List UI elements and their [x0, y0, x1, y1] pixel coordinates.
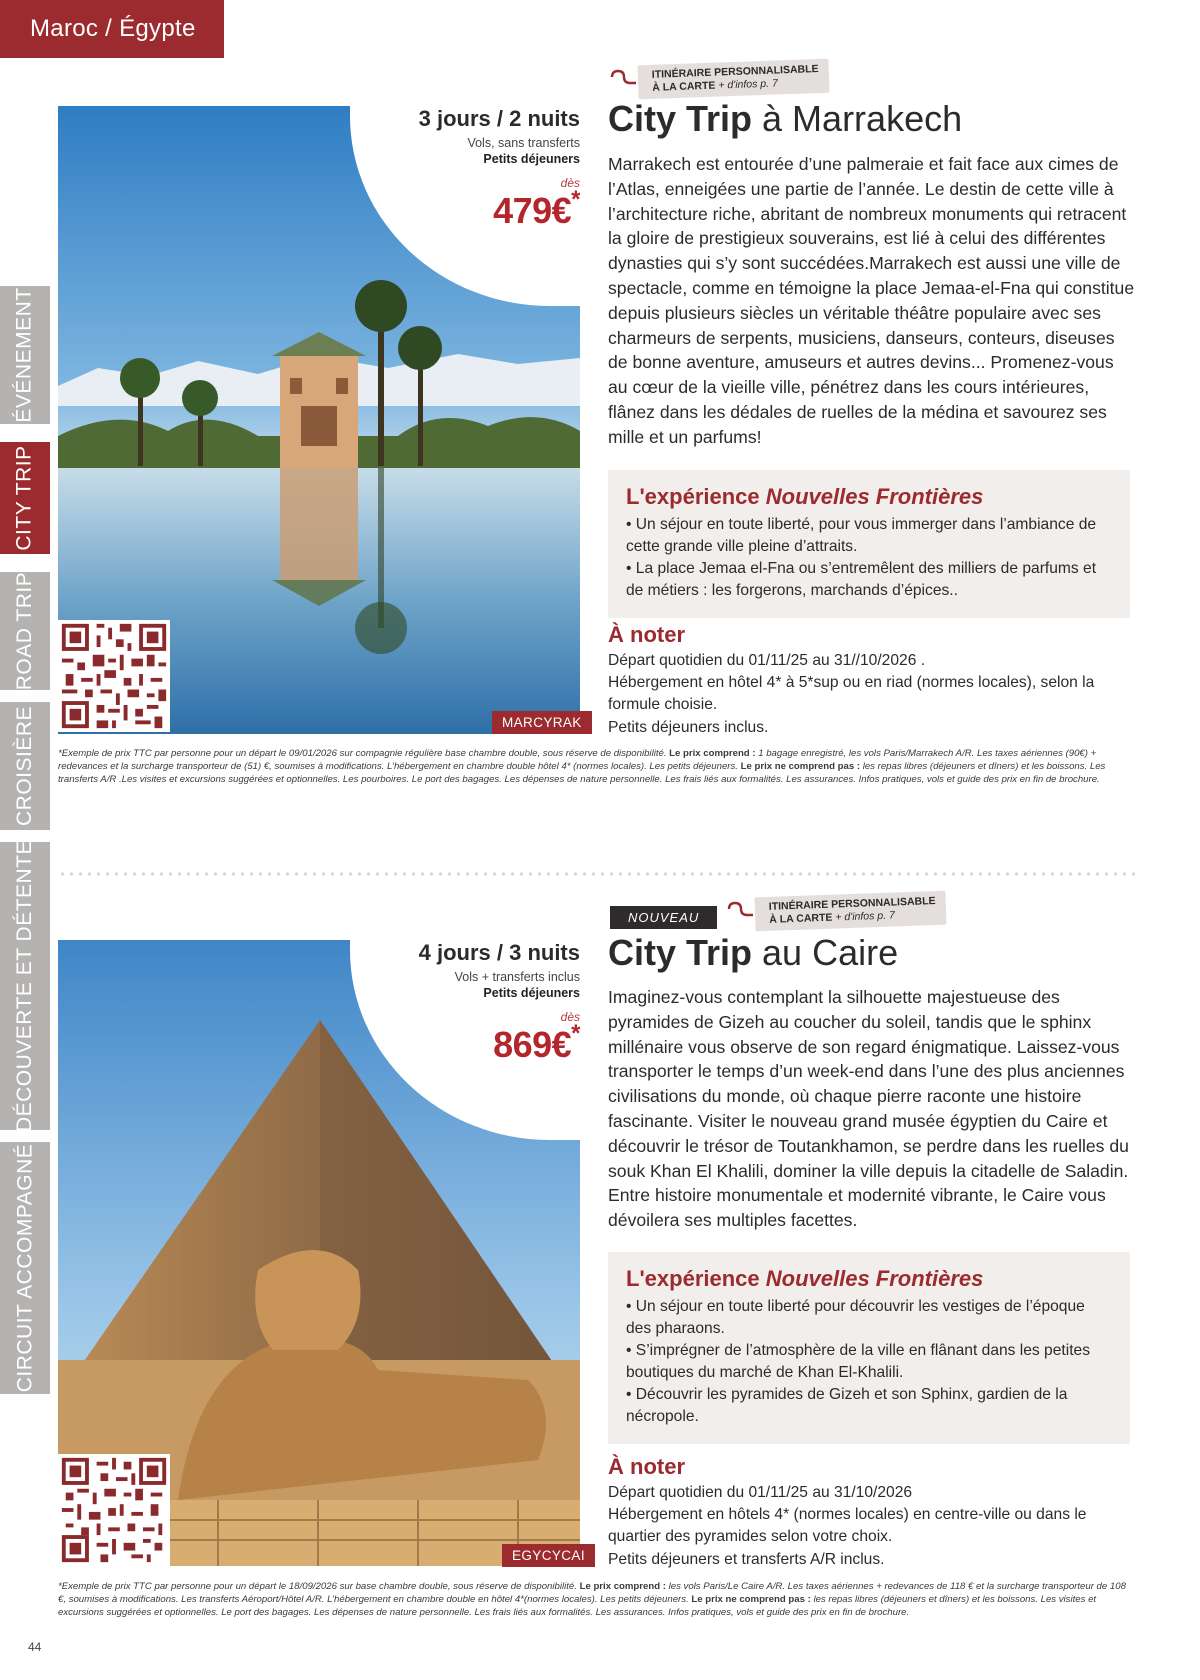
duration: 4 jours / 3 nuits [418, 940, 580, 965]
offer-description: Imaginez-vous contemplant la silhouette majestueuse des pyramides de Gizeh au coucher du soleil, tandis que le sphinx millénaire vous observe de son regard énigmatique. Laissez-vous transporter le temps d’un week-end dans l’une des plus anciennes civilisations du monde, où chaque pierre raconte une histoire fascinante. Visiter le nouveau grand musée égyptien du Caire et découvrir le trésor de Toutankhamon, se perdre dans les ruelles du souk Khan El Khalili, dominer la ville depuis la citadelle de Saladin. Entre histoire monumentale et modernité vibrante, le Caire vous dévoilera ses multiples facettes. [608, 987, 1129, 1231]
meals-info: Petits déjeuners [483, 986, 580, 1000]
paperclip-icon [608, 65, 638, 93]
note-line: Hébergement en hôtel 4* à 5*sup ou en riad (normes locales), selon la formule choisie. [608, 674, 1095, 714]
side-tabs [0, 286, 50, 1394]
qr-code[interactable] [58, 1454, 170, 1566]
tab-decouverte-detente[interactable]: DÉCOUVERTE ET DÉTENTE [0, 842, 50, 1130]
note-block [608, 1454, 1138, 1571]
note-line: Départ quotidien du 01/11/25 au 31/10/2026 [608, 1484, 913, 1501]
page-number: 44 [28, 1640, 42, 1654]
tab-evenement[interactable]: ÉVÉNEMENT [0, 286, 50, 424]
experience-box [608, 1252, 1130, 1444]
custom-itinerary-badge: ITINÉRAIRE PERSONNALISABLE À LA CARTE + d'infos p. 7 [725, 894, 946, 928]
price: 479€* [493, 186, 580, 231]
note-line: Hébergement en hôtels 4* (normes locales) en centre-ville ou dans le quartier des pyramides selon votre choix. [608, 1506, 1087, 1546]
section-divider [58, 872, 1140, 876]
experience-item: • Découvrir les pyramides de Gizeh et son Sphinx, gardien de la nécropole. [626, 1386, 1068, 1425]
product-code: MARCYRAK [492, 711, 592, 734]
transfer-info: Vols, sans transferts [467, 136, 580, 150]
note-line: Départ quotidien du 01/11/25 au 31//10/2026 . [608, 652, 926, 669]
offer-title: City Trip à Marrakech [608, 98, 963, 139]
tab-circuit-accompagne[interactable]: CIRCUIT ACCOMPAGNÉ [0, 1142, 50, 1394]
tab-croisiere[interactable]: CROISIÈRE [0, 702, 50, 830]
experience-title: L'expérience Nouvelles Frontières [626, 484, 984, 509]
experience-box [608, 470, 1130, 618]
offer-title: City Trip au Caire [608, 932, 899, 973]
from-label: dès [560, 1010, 580, 1024]
custom-itinerary-badge: ITINÉRAIRE PERSONNALISABLE À LA CARTE + d'infos p. 7 [608, 62, 829, 96]
note-title: À noter [608, 1454, 685, 1479]
experience-item: • Un séjour en toute liberté, pour vous immerger dans l’ambiance de cette grande ville pleine d’attraits. [626, 516, 1097, 555]
meals-info: Petits déjeuners [483, 152, 580, 166]
paperclip-icon [725, 897, 755, 925]
fine-print: *Exemple de prix TTC par personne pour un départ le 09/01/2026 sur compagnie régulière base chambre double, sous réserve de disponibilité. Le prix comprend : 1 bagage enregistré, les vols Paris/Marrakech A/R. Les taxes aériennes (90€) + redevances et la surcharge transporteur de (51) €, soumises à modifications. L’hébergement en chambre double hôtel 4* (normes locales). Les petits déjeuners. Le prix ne comprend pas : les repas libres (déjeuners et dîners) et les boissons. Les transferts A/R .Les visites et excursions suggérées et optionnelles. Les pourboires. Le port des bagages. Les dépenses de nature personnelle. Les frais liés aux formalités. Les assurances. Infos pratiques, vols et guide des prix en fin de brochure. [58, 748, 1106, 786]
product-code: EGYCYCAI [502, 1544, 595, 1567]
duration: 3 jours / 2 nuits [418, 106, 580, 131]
section-tag [0, 0, 224, 58]
transfer-info: Vols + transferts inclus [454, 970, 580, 984]
experience-item: • La place Jemaa el-Fna ou s’entremêlent des milliers de parfums et de métiers : les forgerons, marchands d’épices.. [626, 560, 1097, 599]
offer-description: Marrakech est entourée d’une palmeraie et fait face aux cimes de l’Atlas, enneigées une partie de l’année. Le destin de cette ville à l’architecture riche, abritant de nombreux monuments qui retracent la gloire de prestigieux souverains, est lié à celui des différentes dynasties qui s’y sont succédées.Marrakech est aussi une ville de spectacle, comme en témoigne la place Jemaa-el-Fna qui constitue depuis plusieurs siècles un véritable théâtre populaire avec ses charmeurs de serpents, musiciens, danseurs, conteurs, diseuses de bonne aventure, amuseurs et autres devins... Promenez-vous au cœur de la vieille ville, pénétrez dans les cours intérieures, flânez dans les dédales de ruelles de la médina et savourez ses mille et un parfums! [608, 154, 1135, 447]
new-badge: NOUVEAU [610, 906, 717, 929]
note-block [608, 622, 1138, 739]
experience-item: • S’imprégner de l’atmosphère de la ville en flânant dans les petites boutiques du marché de Khan El-Khalili. [626, 1342, 1091, 1381]
experience-title: L'expérience Nouvelles Frontières [626, 1266, 984, 1291]
from-label: dès [560, 176, 580, 190]
price: 869€* [493, 1020, 580, 1065]
note-line: Petits déjeuners et transferts A/R inclus. [608, 1550, 885, 1568]
tab-city-trip[interactable]: CITY TRIP [0, 442, 50, 554]
qr-code[interactable] [58, 620, 170, 732]
fine-print: *Exemple de prix TTC par personne pour un départ le 18/09/2026 sur base chambre double, sous réserve de disponibilité. Le prix comprend : les vols Paris/Le Caire A/R. Les taxes aériennes + redevances de 118 € et la surcharge transporteur de 108 €, soumises à modifications. Les transferts Aéroport/Hôtel A/R. L’hébergement en chambre double en hôtel 4*(normes locales). Les petits déjeuners. Le prix ne comprend pas : les repas libres (déjeuners et dîners) et les boissons. Les visites et excursions suggérées et optionnelles. Le port des bagages. Les dépenses de nature personnelle. Les frais liés aux formalités. Les assurances. Infos pratiques, vols et guide des prix en fin de brochure. [58, 1581, 1126, 1619]
experience-item: • Un séjour en toute liberté pour découvrir les vestiges de l’époque des pharaons. [626, 1298, 1085, 1337]
note-title: À noter [608, 622, 685, 647]
tab-road-trip[interactable]: ROAD TRIP [0, 572, 50, 690]
note-line: Petits déjeuners inclus. [608, 718, 769, 736]
section-title: Maroc / Égypte [30, 15, 196, 42]
